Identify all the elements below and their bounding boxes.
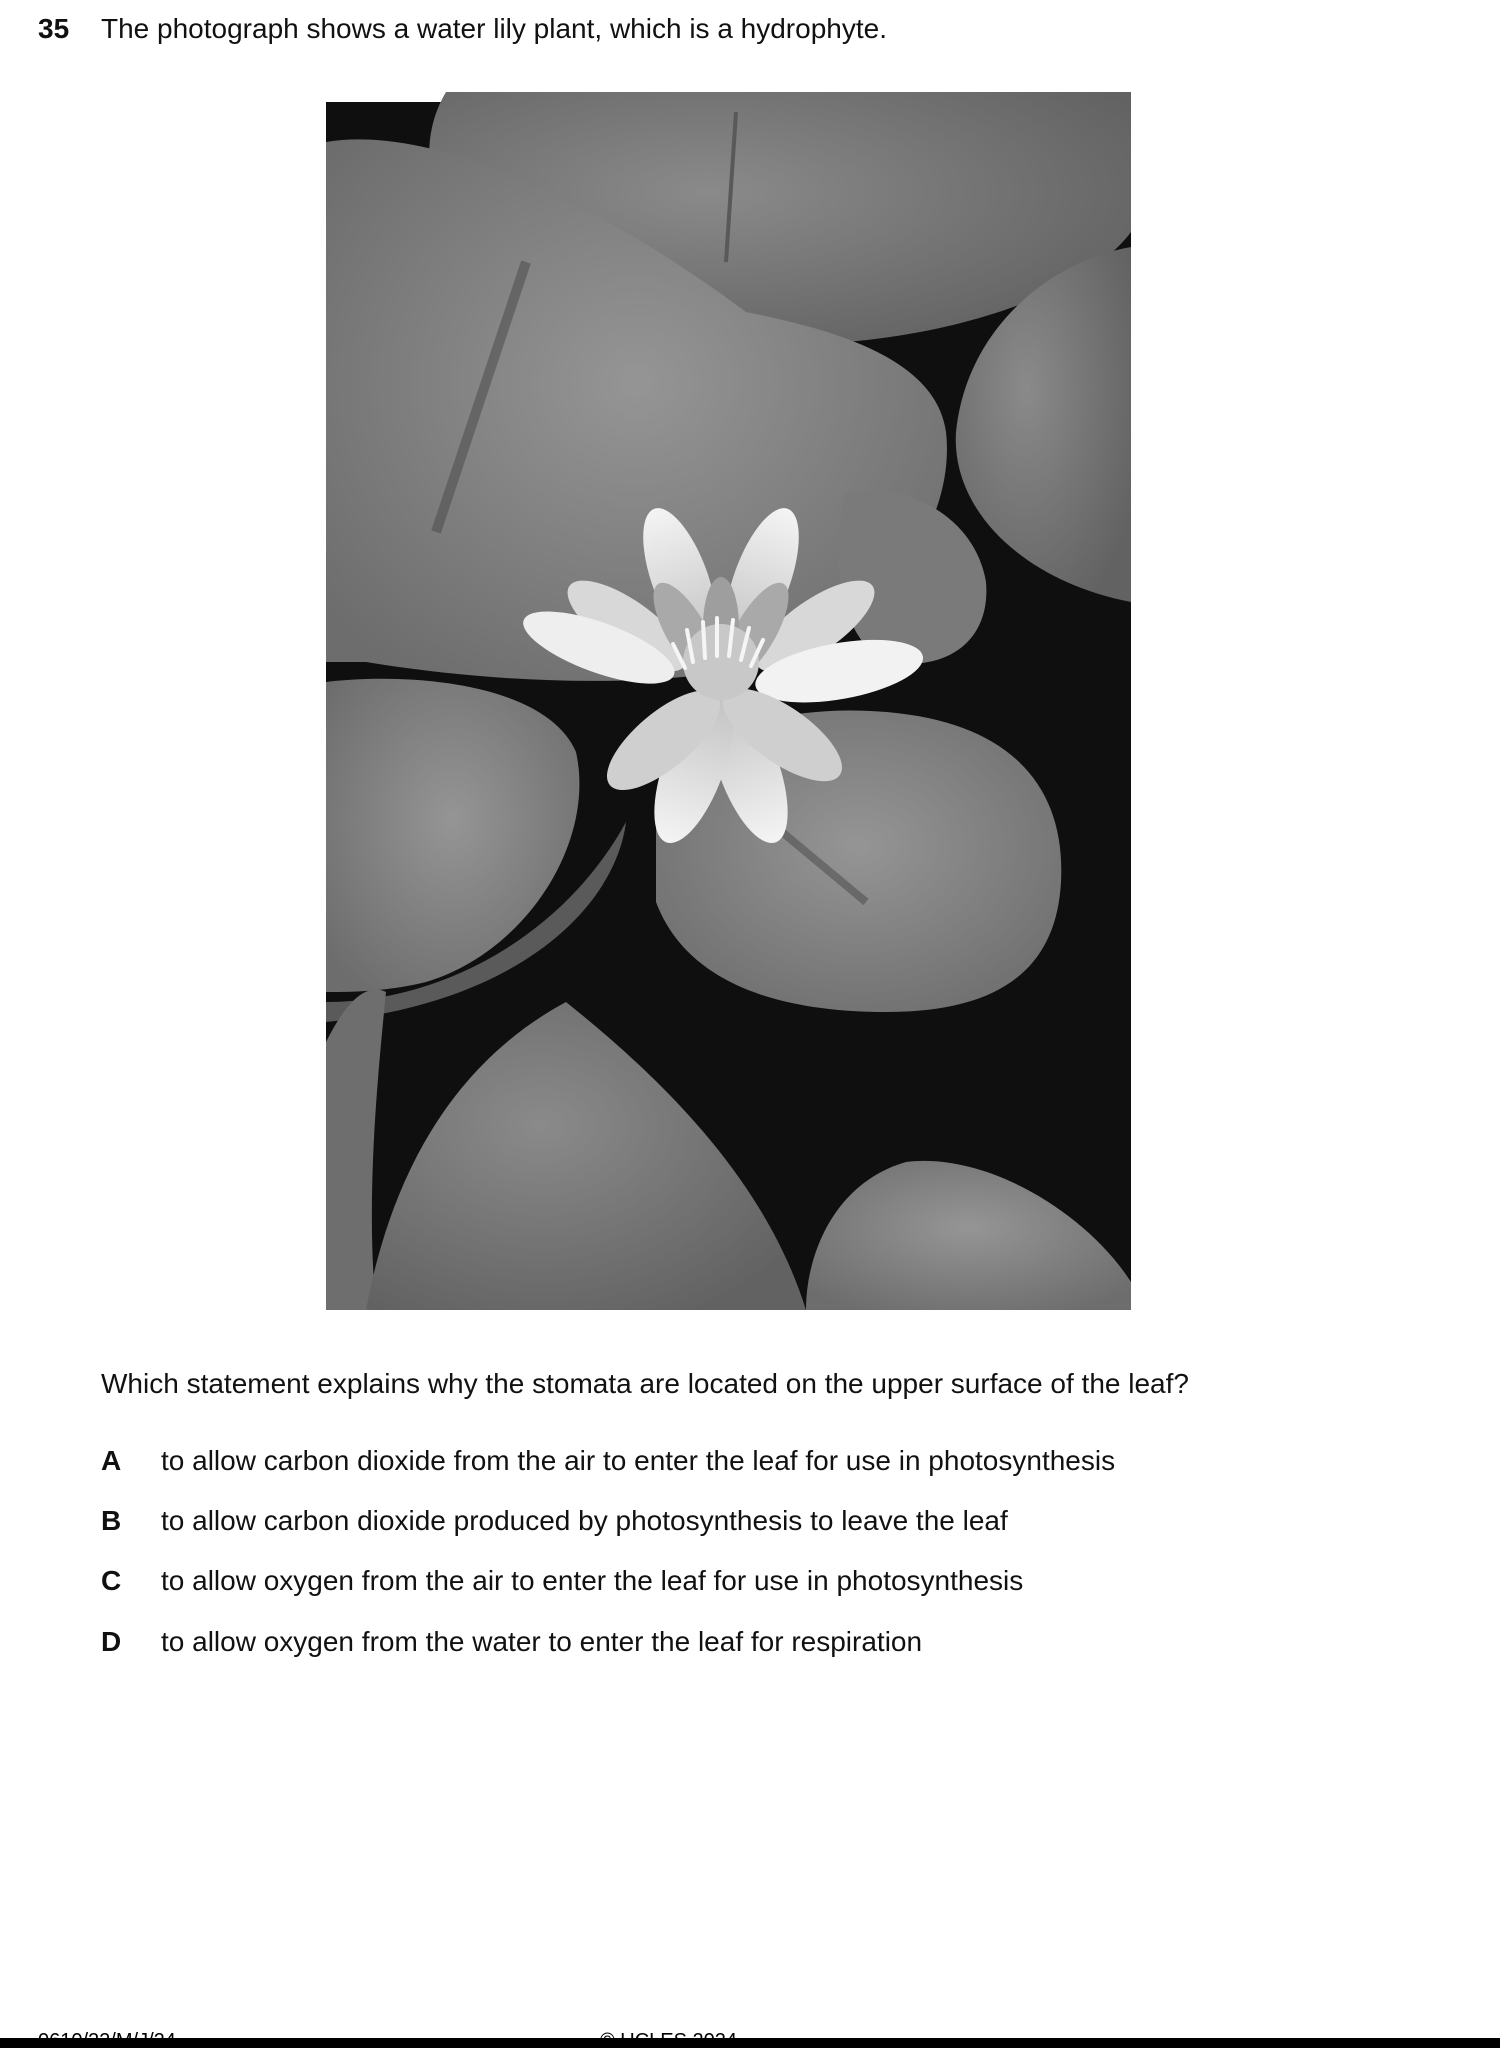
footer-bar xyxy=(0,2038,1500,2048)
leaf-bottom-right xyxy=(806,1161,1131,1310)
option-text: to allow carbon dioxide from the air to enter the leaf for use in photosynthesis xyxy=(161,1445,1116,1476)
option-a[interactable] xyxy=(101,1442,1115,1480)
option-text: to allow oxygen from the air to enter the leaf for use in photosynthesis xyxy=(161,1565,1024,1596)
question-number: 35 xyxy=(38,13,70,44)
option-letter: B xyxy=(101,1505,122,1536)
option-letter: A xyxy=(101,1445,122,1476)
option-b[interactable] xyxy=(101,1502,1008,1540)
water-lily-image xyxy=(326,102,1131,1310)
footer-center-code xyxy=(600,2030,737,2038)
option-letter: D xyxy=(101,1626,122,1657)
option-d[interactable] xyxy=(101,1623,922,1661)
question-intro: The photograph shows a water lily plant, which is a hydrophyte. xyxy=(101,13,887,44)
leaf-small-right xyxy=(838,490,986,663)
option-text: to allow carbon dioxide produced by photosynthesis to leave the leaf xyxy=(161,1505,1008,1536)
leaf-bottom-center xyxy=(366,1002,806,1310)
footer-left-code xyxy=(38,2030,176,2038)
option-c[interactable] xyxy=(101,1562,1023,1600)
question-stem: Which statement explains why the stomata are located on the upper surface of the leaf? xyxy=(101,1368,1189,1399)
option-letter: C xyxy=(101,1565,122,1596)
option-text: to allow oxygen from the water to enter the leaf for respiration xyxy=(161,1626,923,1657)
water-lily-photo xyxy=(326,102,1131,1310)
